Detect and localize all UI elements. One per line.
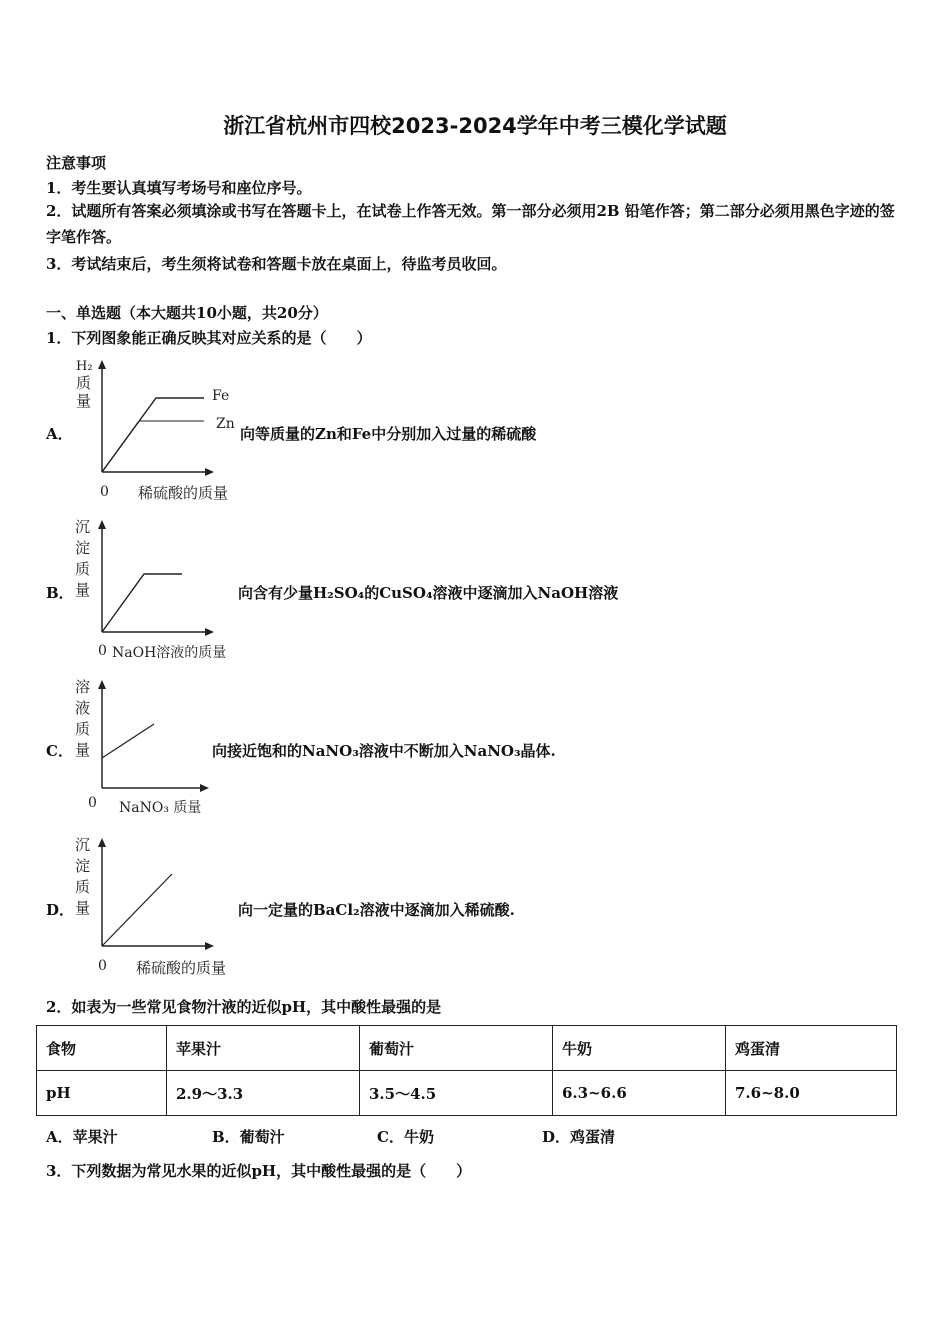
graph-b-ylabel-4: 量 <box>75 581 91 599</box>
graph-d-ylabel-3: 质 <box>75 878 91 896</box>
notice-item-1: 1．考生要认真填写考场号和座位序号。 <box>46 179 312 197</box>
graph-d-ylabel-4: 量 <box>75 899 91 917</box>
graph-c-x-arrow <box>200 784 209 792</box>
graph-a-y-arrow <box>98 360 106 369</box>
option-a-label: A． <box>46 425 73 443</box>
table-row <box>37 1071 897 1116</box>
graph-c-ylabel-4: 量 <box>75 741 91 759</box>
table-header-row <box>37 1026 897 1071</box>
graph-a-zn-label: Zn <box>216 416 235 432</box>
graph-a-ylabel-1: H₂ <box>76 359 93 374</box>
graph-a-ylabel-2: 质 <box>76 374 92 392</box>
choice-d: D．鸡蛋清 <box>542 1128 616 1146</box>
exam-title: 浙江省杭州市四校2023-2024学年中考三模化学试题 <box>223 114 727 138</box>
graph-a-x-arrow <box>205 468 214 476</box>
graph-c-ylabel-2: 液 <box>75 699 91 717</box>
choice-a: A．苹果汁 <box>46 1128 118 1146</box>
graph-c-ylabel-3: 质 <box>75 720 91 738</box>
ph-table <box>36 1025 897 1116</box>
graph-d-origin: 0 <box>98 958 107 974</box>
graph-d-ylabel-2: 淀 <box>75 857 91 875</box>
graph-a-fe-line <box>102 398 204 472</box>
graph-c-line <box>102 724 154 758</box>
graph-a <box>64 352 254 507</box>
graph-c-origin: 0 <box>88 795 97 811</box>
question-1-stem: 1．下列图象能正确反映其对应关系的是（ ） <box>46 329 372 347</box>
graph-a-zn-line <box>102 421 204 472</box>
choice-c: C．牛奶 <box>377 1128 434 1146</box>
table-cell: 鸡蛋清 <box>726 1026 897 1071</box>
table-cell: pH <box>37 1071 167 1116</box>
graph-d-xlabel: 稀硫酸的质量 <box>136 959 227 977</box>
option-c-description: 向接近饱和的NaNO₃溶液中不断加入NaNO₃晶体. <box>212 742 556 760</box>
graph-b-ylabel-2: 淀 <box>75 539 91 557</box>
graph-d-y-arrow <box>98 838 106 847</box>
option-d-description: 向一定量的BaCl₂溶液中逐滴加入稀硫酸. <box>238 901 515 919</box>
notice-item-2: 2．试题所有答案必须填涂或书写在答题卡上，在试卷上作答无效。第一部分必须用2B 铅笔作答；第二部分必须用黑色字迹的签字笔作答。 <box>46 202 895 246</box>
option-b-label: B． <box>46 584 74 602</box>
table-cell: 苹果汁 <box>167 1026 360 1071</box>
option-a-description: 向等质量的Zn和Fe中分别加入过量的稀硫酸 <box>240 425 537 443</box>
section-heading: 一、单选题（本大题共10小题，共20分） <box>46 304 328 322</box>
notice-item-3: 3．考试结束后，考生须将试卷和答题卡放在桌面上，待监考员收回。 <box>46 255 507 273</box>
graph-d-x-arrow <box>205 942 214 950</box>
graph-b-ylabel-3: 质 <box>75 560 91 578</box>
graph-b-xlabel: NaOH溶液的质量 <box>112 645 227 661</box>
option-c-label: C． <box>46 742 73 760</box>
graph-a-origin: 0 <box>100 484 109 500</box>
notice-heading: 注意事项 <box>46 154 107 172</box>
graph-b-origin: 0 <box>98 643 107 659</box>
table-cell: 2.9～3.3 <box>167 1071 360 1116</box>
graph-a-fe-label: Fe <box>212 388 230 404</box>
table-cell: 食物 <box>37 1026 167 1071</box>
graph-b-y-arrow <box>98 520 106 529</box>
graph-a-xlabel: 稀硫酸的质量 <box>138 484 229 502</box>
graph-c-ylabel-1: 溶 <box>75 678 91 696</box>
graph-b <box>64 512 254 667</box>
graph-b-x-arrow <box>205 628 214 636</box>
question-3-stem: 3．下列数据为常见水果的近似pH，其中酸性最强的是（ ） <box>46 1162 472 1180</box>
graph-a-ylabel-3: 量 <box>76 392 92 410</box>
graph-b-ylabel-1: 沉 <box>75 518 91 536</box>
table-cell: 牛奶 <box>553 1026 726 1071</box>
graph-c-y-arrow <box>98 680 106 689</box>
table-cell: 6.3~6.6 <box>553 1071 726 1116</box>
choice-b: B．葡萄汁 <box>212 1128 285 1146</box>
option-d-label: D． <box>46 901 75 919</box>
graph-d-ylabel-1: 沉 <box>75 836 91 854</box>
graph-d-line <box>102 874 172 946</box>
table-cell: 3.5～4.5 <box>360 1071 553 1116</box>
graph-d <box>64 830 254 985</box>
option-b-description: 向含有少量H₂SO₄的CuSO₄溶液中逐滴加入NaOH溶液 <box>238 584 619 602</box>
graph-b-line <box>102 574 182 632</box>
graph-c-xlabel: NaNO₃ 质量 <box>119 800 202 816</box>
table-cell: 7.6~8.0 <box>726 1071 897 1116</box>
question-2-stem: 2．如表为一些常见食物汁液的近似pH，其中酸性最强的是 <box>46 998 442 1016</box>
table-cell: 葡萄汁 <box>360 1026 553 1071</box>
